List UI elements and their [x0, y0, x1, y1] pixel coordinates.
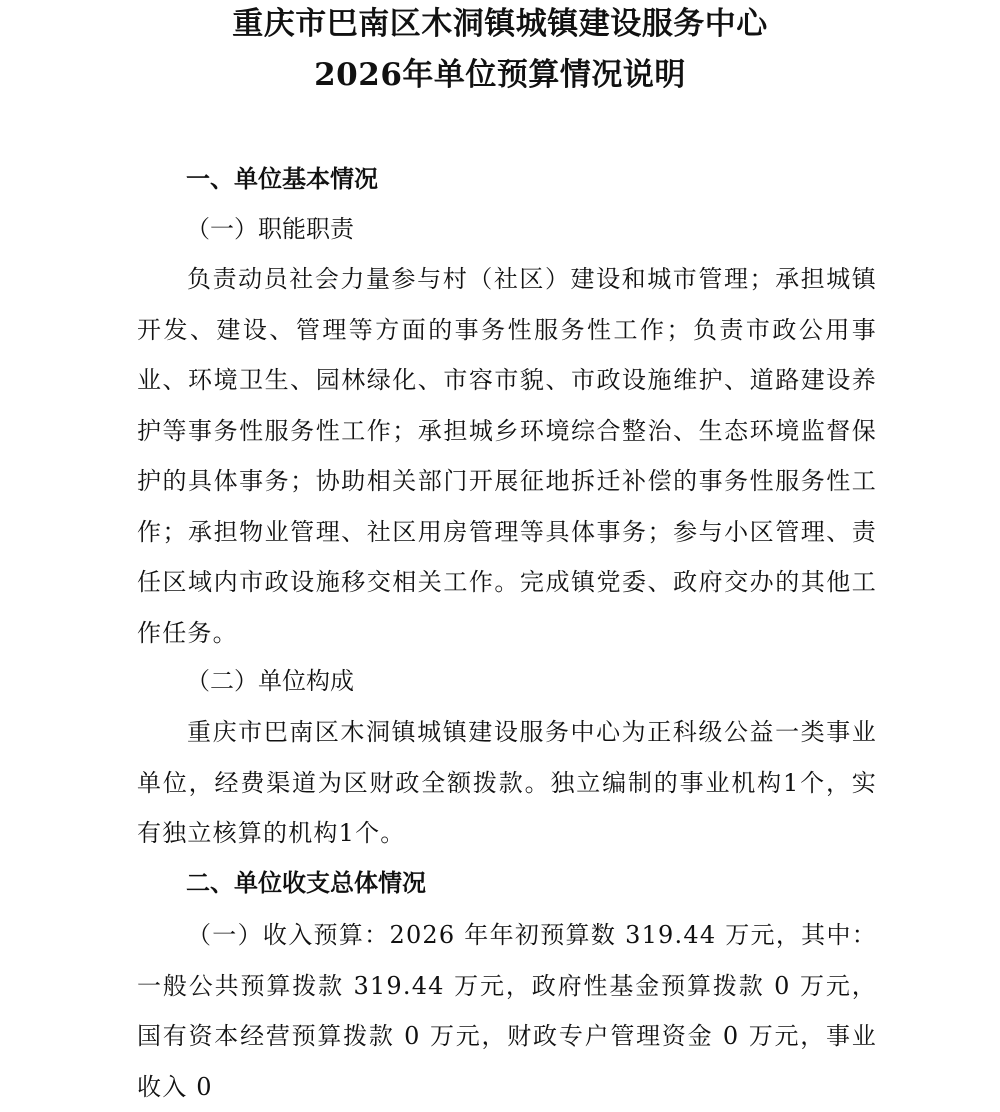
subheading-composition: （二）单位构成 — [186, 667, 354, 695]
document-title-line-2: 2026年单位预算情况说明 — [314, 57, 686, 93]
section-heading-basic-info: 一、单位基本情况 — [186, 165, 378, 193]
paragraph-composition: 重庆市巴南区木洞镇城镇建设服务中心为正科级公益一类事业单位，经费渠道为区财政全额拨款。独立编制的事业机构1个，实有独立核算的机构1个。 — [137, 718, 877, 847]
paragraph-functions: 负责动员社会力量参与村（社区）建设和城市管理；承担城镇开发、建设、管理等方面的事务性服务性工作；负责市政公用事业、环境卫生、园林绿化、市容市貌、市政设施维护、道路建设养护等事务性服务性工作；承担城乡环境综合整治、生态环境监督保护的具体事务；协助相关部门开展征地拆迁补偿的事务性服务性工作；承担物业管理、社区用房管理等具体事务；参与小区管理、责任区域内市政设施移交相关工作。完成镇党委、政府交办的其他工作任务。 — [137, 265, 877, 647]
section-heading-income-expenditure: 二、单位收支总体情况 — [186, 869, 426, 897]
paragraph-income-budget: （一）收入预算：2026 年年初预算数 319.44 万元，其中：一般公共预算拨款 319.44 万元，政府性基金预算拨款 0 万元，国有资本经营预算拨款 0 万元，财政专户管理资金 0 万元，事业收入 0 — [137, 921, 877, 1101]
document-title-line-1: 重庆市巴南区木洞镇城镇建设服务中心 — [232, 6, 768, 42]
subheading-functions: （一）职能职责 — [186, 215, 354, 243]
